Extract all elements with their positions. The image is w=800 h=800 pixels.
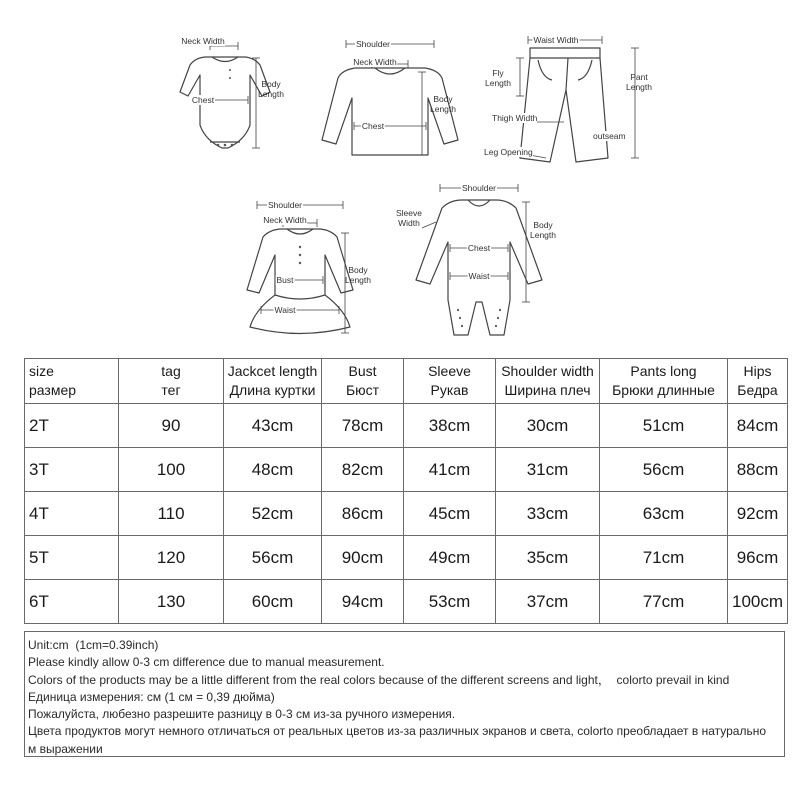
cell-sleeve: 41cm	[404, 448, 496, 492]
cell-pants-long: 77cm	[600, 580, 728, 624]
cell-size: 2T	[25, 404, 119, 448]
dress-waist-label: Waist	[274, 305, 296, 315]
note-difference: Please kindly allow 0-3 cm difference due to manual measurement.	[28, 655, 385, 670]
romper-waist-label: Waist	[468, 271, 490, 281]
header-pants-long: Pants long Брюки длинные	[600, 359, 728, 404]
table-header-row	[25, 359, 788, 404]
cell-shoulder-width: 30cm	[496, 404, 600, 448]
pants-fly-length-label: Fly Length	[485, 68, 511, 88]
table-row	[25, 492, 788, 536]
romper-shoulder-label: Shoulder	[461, 183, 497, 193]
note-difference-ru: Пожалуйста, любезно разрешите разницу в 0-3 см из-за ручного измерения.	[28, 707, 456, 722]
note-unit: Unit:cm (1cm=0.39inch)	[28, 638, 159, 652]
dress-neck-width-label: Neck Width	[263, 215, 307, 225]
cell-jacket-length: 48cm	[224, 448, 322, 492]
cell-bust: 78cm	[322, 404, 404, 448]
shirt-chest-label: Chest	[361, 121, 385, 131]
notes-box	[24, 631, 785, 757]
cell-pants-long: 51cm	[600, 404, 728, 448]
table-row	[25, 404, 788, 448]
cell-tag: 130	[119, 580, 224, 624]
cell-size: 5T	[25, 536, 119, 580]
header-size: size размер	[25, 359, 119, 404]
cell-hips: 92cm	[728, 492, 788, 536]
header-jacket-length: Jackcet length Длина куртки	[224, 359, 322, 404]
cell-bust: 82cm	[322, 448, 404, 492]
cell-tag: 90	[119, 404, 224, 448]
dress-shoulder-label: Shoulder	[267, 200, 303, 210]
romper-body-length-label: Body Length	[530, 220, 556, 240]
cell-hips: 100cm	[728, 580, 788, 624]
pants-outseam-label: outseam	[593, 131, 626, 141]
cell-jacket-length: 60cm	[224, 580, 322, 624]
cell-bust: 90cm	[322, 536, 404, 580]
cell-sleeve: 45cm	[404, 492, 496, 536]
bodysuit-neck-width-label: Neck Width	[181, 36, 225, 46]
bodysuit-body-length-label: Body Length	[258, 79, 284, 99]
romper-diagram	[392, 180, 572, 345]
cell-size: 3T	[25, 448, 119, 492]
romper-illustration	[392, 180, 572, 345]
dress-body-length-label: Body Length	[345, 265, 371, 285]
pants-waist-width-label: Waist Width	[533, 35, 579, 45]
cell-sleeve: 53cm	[404, 580, 496, 624]
cell-shoulder-width: 37cm	[496, 580, 600, 624]
cell-sleeve: 38cm	[404, 404, 496, 448]
romper-chest-label: Chest	[467, 243, 491, 253]
cell-pants-long: 56cm	[600, 448, 728, 492]
cell-sleeve: 49cm	[404, 536, 496, 580]
note-unit-ru: Единица измерения: см (1 см = 0,39 дюйма)	[28, 689, 275, 704]
pants-diagram	[480, 30, 670, 170]
cell-shoulder-width: 35cm	[496, 536, 600, 580]
pants-thigh-width-label: Thigh Width	[492, 113, 538, 123]
bodysuit-diagram	[150, 30, 300, 165]
cell-jacket-length: 56cm	[224, 536, 322, 580]
table-row	[25, 448, 788, 492]
note-colors-ru-continued: м выражении	[28, 741, 103, 756]
cell-hips: 96cm	[728, 536, 788, 580]
header-shoulder-width: Shoulder width Ширина плеч	[496, 359, 600, 404]
cell-bust: 86cm	[322, 492, 404, 536]
pants-pant-length-label: Pant Length	[626, 72, 652, 92]
header-tag: tag тег	[119, 359, 224, 404]
shirt-body-length-label: Body Length	[430, 94, 456, 114]
cell-jacket-length: 43cm	[224, 404, 322, 448]
cell-shoulder-width: 31cm	[496, 448, 600, 492]
cell-shoulder-width: 33cm	[496, 492, 600, 536]
cell-jacket-length: 52cm	[224, 492, 322, 536]
cell-bust: 94cm	[322, 580, 404, 624]
dress-diagram	[225, 195, 395, 340]
cell-pants-long: 71cm	[600, 536, 728, 580]
cell-hips: 84cm	[728, 404, 788, 448]
cell-tag: 100	[119, 448, 224, 492]
cell-size: 6T	[25, 580, 119, 624]
cell-size: 4T	[25, 492, 119, 536]
shirt-shoulder-label: Shoulder	[355, 39, 391, 49]
note-colors-ru: Цвета продуктов могут немного отличаться от реальных цветов из-за различных экранов и света, colorto преобладает в натурально	[28, 724, 767, 739]
cell-tag: 120	[119, 536, 224, 580]
size-chart-table	[24, 358, 788, 624]
header-sleeve: Sleeve Рукав	[404, 359, 496, 404]
header-bust: Bust Бюст	[322, 359, 404, 404]
cell-tag: 110	[119, 492, 224, 536]
pants-leg-opening-label: Leg Opening	[484, 147, 533, 157]
shirt-neck-width-label: Neck Width	[353, 57, 397, 67]
note-colors: Colors of the products may be a little different from the real colors because of the different screens and light， colorto prevail in kind	[28, 672, 730, 687]
table-row	[25, 536, 788, 580]
cell-pants-long: 63cm	[600, 492, 728, 536]
cell-hips: 88cm	[728, 448, 788, 492]
bodysuit-chest-label: Chest	[191, 95, 215, 105]
header-hips: Hips Бедра	[728, 359, 788, 404]
table-row	[25, 580, 788, 624]
shirt-diagram	[310, 30, 470, 165]
romper-sleeve-width-label: Sleeve Width	[396, 208, 422, 228]
dress-bust-label: Bust	[276, 275, 294, 285]
